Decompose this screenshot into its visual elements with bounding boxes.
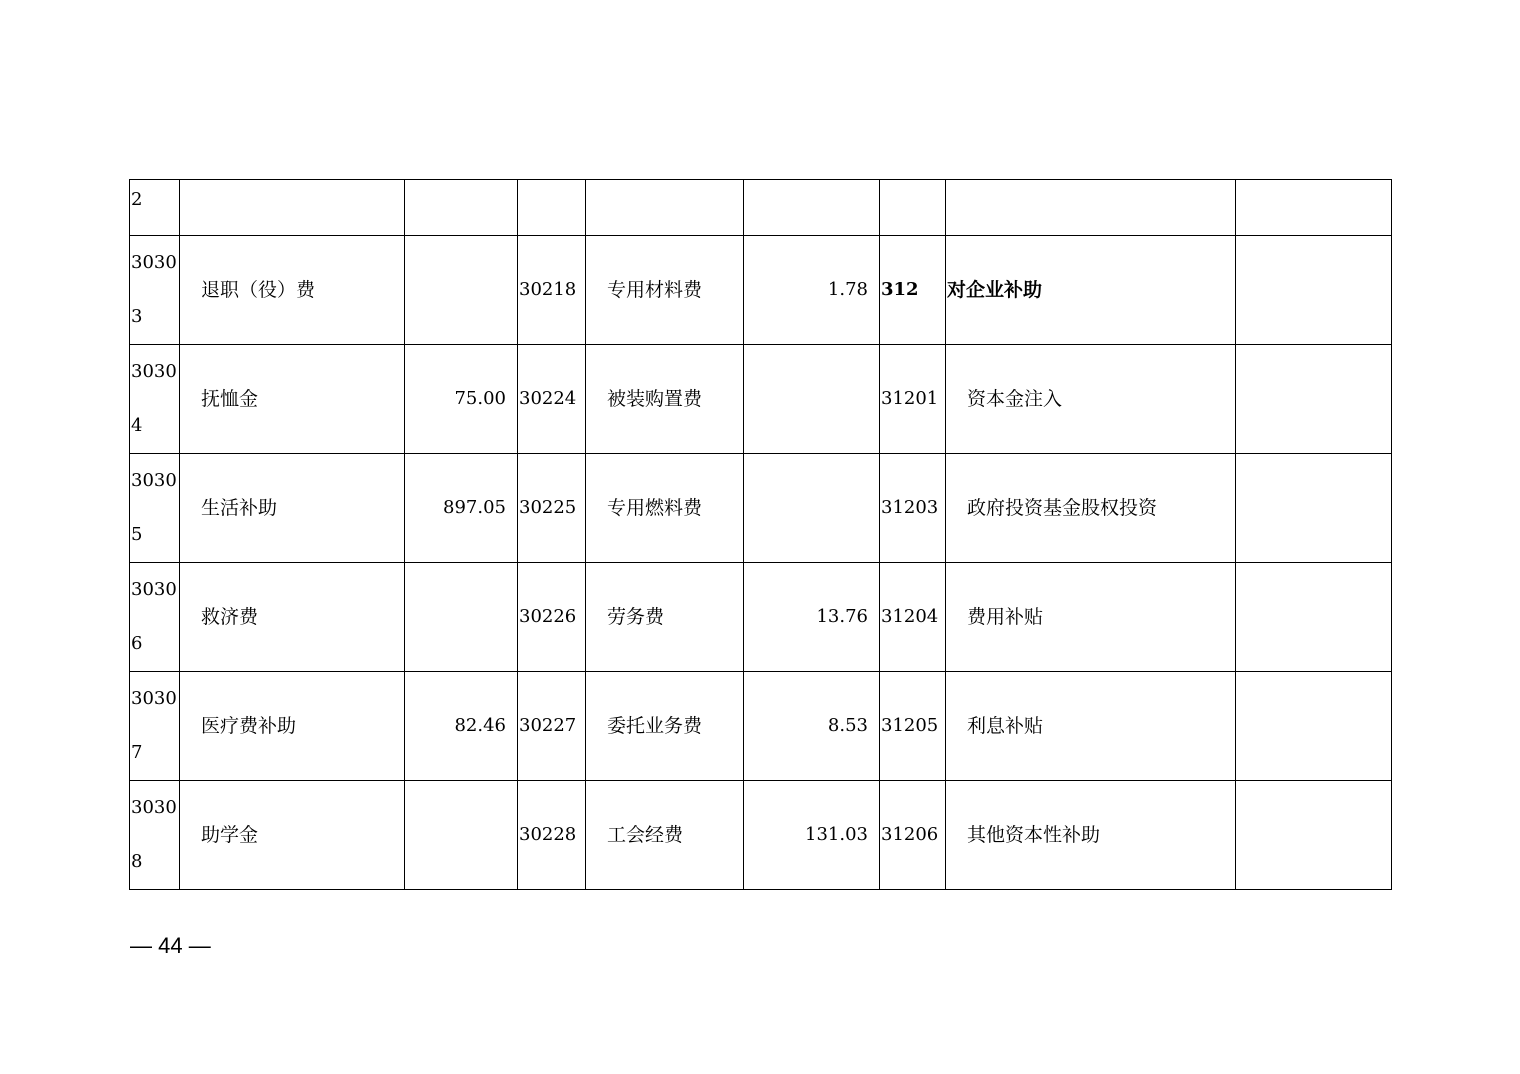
row-amount (405, 781, 518, 890)
row-amount (405, 180, 518, 236)
row-econ-name: 劳务费 (586, 563, 744, 672)
row-econ-amount (744, 345, 880, 454)
row-econ-name: 专用燃料费 (586, 454, 744, 563)
row-name: 救济费 (180, 563, 405, 672)
page-number: — 44 — (130, 933, 211, 958)
row-name: 医疗费补助 (180, 672, 405, 781)
row-econ-code: 30224 (518, 345, 586, 454)
row-code: 3030 4 (130, 345, 180, 454)
row-cap-name: 利息补贴 (946, 672, 1236, 781)
budget-table (129, 179, 1392, 890)
row-amount: 897.05 (405, 454, 518, 563)
table-row (130, 781, 1392, 890)
row-cap-name: 费用补贴 (946, 563, 1236, 672)
row-econ-amount: 8.53 (744, 672, 880, 781)
row-cap-name: 政府投资基金股权投资 (946, 454, 1236, 563)
row-econ-code: 30228 (518, 781, 586, 890)
row-cap-code: 31205 (880, 672, 946, 781)
row-cap-amount (1236, 236, 1392, 345)
row-econ-amount: 13.76 (744, 563, 880, 672)
row-econ-code: 30225 (518, 454, 586, 563)
row-name: 助学金 (180, 781, 405, 890)
row-name: 退职（役）费 (180, 236, 405, 345)
table-row (130, 454, 1392, 563)
row-cap-code: 31206 (880, 781, 946, 890)
table-row (130, 236, 1392, 345)
row-cap-amount (1236, 180, 1392, 236)
row-econ-amount (744, 454, 880, 563)
row-code: 3030 6 (130, 563, 180, 672)
row-amount (405, 563, 518, 672)
row-name: 生活补助 (180, 454, 405, 563)
table-row (130, 345, 1392, 454)
row-cap-amount (1236, 672, 1392, 781)
row-cap-amount (1236, 781, 1392, 890)
table-body (130, 180, 1392, 890)
row-cap-code: 31203 (880, 454, 946, 563)
row-amount: 82.46 (405, 672, 518, 781)
row-name (180, 180, 405, 236)
row-amount (405, 236, 518, 345)
row-econ-name: 委托业务费 (586, 672, 744, 781)
row-econ-amount: 1.78 (744, 236, 880, 345)
row-cap-code: 312 (880, 236, 946, 345)
row-code: 3030 7 (130, 672, 180, 781)
row-econ-amount (744, 180, 880, 236)
table-row (130, 672, 1392, 781)
row-name: 抚恤金 (180, 345, 405, 454)
table-row (130, 563, 1392, 672)
table-row (130, 180, 1392, 236)
row-econ-code: 30226 (518, 563, 586, 672)
row-cap-code: 31201 (880, 345, 946, 454)
row-amount: 75.00 (405, 345, 518, 454)
row-cap-name: 资本金注入 (946, 345, 1236, 454)
row-econ-name: 被装购置费 (586, 345, 744, 454)
row-cap-amount (1236, 454, 1392, 563)
row-cap-name: 其他资本性补助 (946, 781, 1236, 890)
row-econ-name (586, 180, 744, 236)
row-cap-code: 31204 (880, 563, 946, 672)
row-code: 2 (130, 180, 180, 236)
row-econ-name: 专用材料费 (586, 236, 744, 345)
row-code: 3030 5 (130, 454, 180, 563)
row-econ-code: 30227 (518, 672, 586, 781)
row-code: 3030 8 (130, 781, 180, 890)
row-econ-code: 30218 (518, 236, 586, 345)
row-cap-name: 对企业补助 (946, 236, 1236, 345)
row-econ-amount: 131.03 (744, 781, 880, 890)
row-code: 3030 3 (130, 236, 180, 345)
row-cap-amount (1236, 345, 1392, 454)
row-econ-code (518, 180, 586, 236)
row-cap-code (880, 180, 946, 236)
row-cap-name (946, 180, 1236, 236)
row-cap-amount (1236, 563, 1392, 672)
row-econ-name: 工会经费 (586, 781, 744, 890)
